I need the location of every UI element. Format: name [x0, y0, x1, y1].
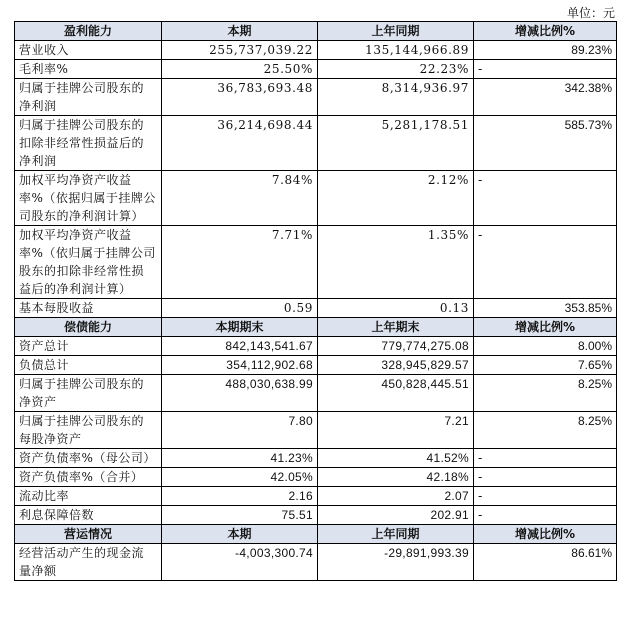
current-value: 0.59: [162, 299, 318, 318]
row-label: 资产负债率%（合并）: [15, 468, 162, 487]
section-title: 盈利能力: [15, 22, 162, 41]
change-value: 8.25%: [474, 375, 617, 412]
column-header-current: 本期: [162, 22, 318, 41]
change-value: -: [474, 468, 617, 487]
prior-value: 41.52%: [318, 449, 474, 468]
section-header-row: [15, 22, 617, 41]
current-value: 75.51: [162, 506, 318, 525]
change-value: -: [474, 60, 617, 79]
table-row: [15, 356, 617, 375]
section-title: 营运情况: [15, 525, 162, 544]
financial-indicators-table: [14, 21, 617, 581]
row-label: 归属于挂牌公司股东的 净利润: [15, 79, 162, 116]
change-value: -: [474, 226, 617, 299]
change-value: 8.00%: [474, 337, 617, 356]
current-value: 7.80: [162, 412, 318, 449]
prior-value: 135,144,966.89: [318, 41, 474, 60]
section-title: 偿债能力: [15, 318, 162, 337]
row-label: 加权平均净资产收益 率%（依归属于挂牌公司 股东的扣除非经常性损 益后的净利润计算）: [15, 226, 162, 299]
table-row: [15, 449, 617, 468]
table-row: [15, 487, 617, 506]
current-value: 36,783,693.48: [162, 79, 318, 116]
row-label: 基本每股收益: [15, 299, 162, 318]
column-header-prior: 上年同期: [318, 525, 474, 544]
column-header-current: 本期期末: [162, 318, 318, 337]
prior-value: 1.35%: [318, 226, 474, 299]
change-value: 7.65%: [474, 356, 617, 375]
row-label: 流动比率: [15, 487, 162, 506]
prior-value: 202.91: [318, 506, 474, 525]
row-label: 归属于挂牌公司股东的 每股净资产: [15, 412, 162, 449]
row-label: 归属于挂牌公司股东的 扣除非经常性损益后的 净利润: [15, 116, 162, 171]
current-value: 354,112,902.68: [162, 356, 318, 375]
row-label: 加权平均净资产收益 率%（依据归属于挂牌公 司股东的净利润计算）: [15, 171, 162, 226]
prior-value: 2.12%: [318, 171, 474, 226]
current-value: 7.71%: [162, 226, 318, 299]
column-header-current: 本期: [162, 525, 318, 544]
change-value: 342.38%: [474, 79, 617, 116]
prior-value: 42.18%: [318, 468, 474, 487]
current-value: 842,143,541.67: [162, 337, 318, 356]
prior-value: 2.07: [318, 487, 474, 506]
column-header-change: 增减比例%: [474, 318, 617, 337]
unit-label: 单位：元: [566, 6, 615, 20]
change-value: 8.25%: [474, 412, 617, 449]
table-row: [15, 226, 617, 299]
row-label: 资产负债率%（母公司）: [15, 449, 162, 468]
current-value: 42.05%: [162, 468, 318, 487]
change-value: 89.23%: [474, 41, 617, 60]
current-value: 7.84%: [162, 171, 318, 226]
current-value: -4,003,300.74: [162, 544, 318, 581]
table-row: [15, 506, 617, 525]
prior-value: 779,774,275.08: [318, 337, 474, 356]
column-header-change: 增减比例%: [474, 22, 617, 41]
change-value: 86.61%: [474, 544, 617, 581]
prior-value: 8,314,936.97: [318, 79, 474, 116]
column-header-prior: 上年同期: [318, 22, 474, 41]
change-value: -: [474, 449, 617, 468]
prior-value: 0.13: [318, 299, 474, 318]
row-label: 归属于挂牌公司股东的 净资产: [15, 375, 162, 412]
change-value: 585.73%: [474, 116, 617, 171]
table-row: [15, 116, 617, 171]
row-label: 负债总计: [15, 356, 162, 375]
current-value: 255,737,039.22: [162, 41, 318, 60]
section-header-row: [15, 525, 617, 544]
current-value: 25.50%: [162, 60, 318, 79]
table-row: [15, 41, 617, 60]
current-value: 488,030,638.99: [162, 375, 318, 412]
prior-value: 450,828,445.51: [318, 375, 474, 412]
prior-value: 22.23%: [318, 60, 474, 79]
prior-value: 5,281,178.51: [318, 116, 474, 171]
table-row: [15, 171, 617, 226]
change-value: -: [474, 171, 617, 226]
column-header-change: 增减比例%: [474, 525, 617, 544]
row-label: 毛利率%: [15, 60, 162, 79]
change-value: -: [474, 506, 617, 525]
table-row: [15, 375, 617, 412]
change-value: 353.85%: [474, 299, 617, 318]
table-row: [15, 60, 617, 79]
section-header-row: [15, 318, 617, 337]
table-row: [15, 544, 617, 581]
table-row: [15, 468, 617, 487]
row-label: 营业收入: [15, 41, 162, 60]
prior-value: 328,945,829.57: [318, 356, 474, 375]
current-value: 2.16: [162, 487, 318, 506]
row-label: 利息保障倍数: [15, 506, 162, 525]
row-label: 经营活动产生的现金流 量净额: [15, 544, 162, 581]
table-row: [15, 299, 617, 318]
prior-value: -29,891,993.39: [318, 544, 474, 581]
row-label: 资产总计: [15, 337, 162, 356]
table-row: [15, 412, 617, 449]
current-value: 41.23%: [162, 449, 318, 468]
prior-value: 7.21: [318, 412, 474, 449]
current-value: 36,214,698.44: [162, 116, 318, 171]
table-row: [15, 337, 617, 356]
column-header-prior: 上年期末: [318, 318, 474, 337]
table-row: [15, 79, 617, 116]
change-value: -: [474, 487, 617, 506]
